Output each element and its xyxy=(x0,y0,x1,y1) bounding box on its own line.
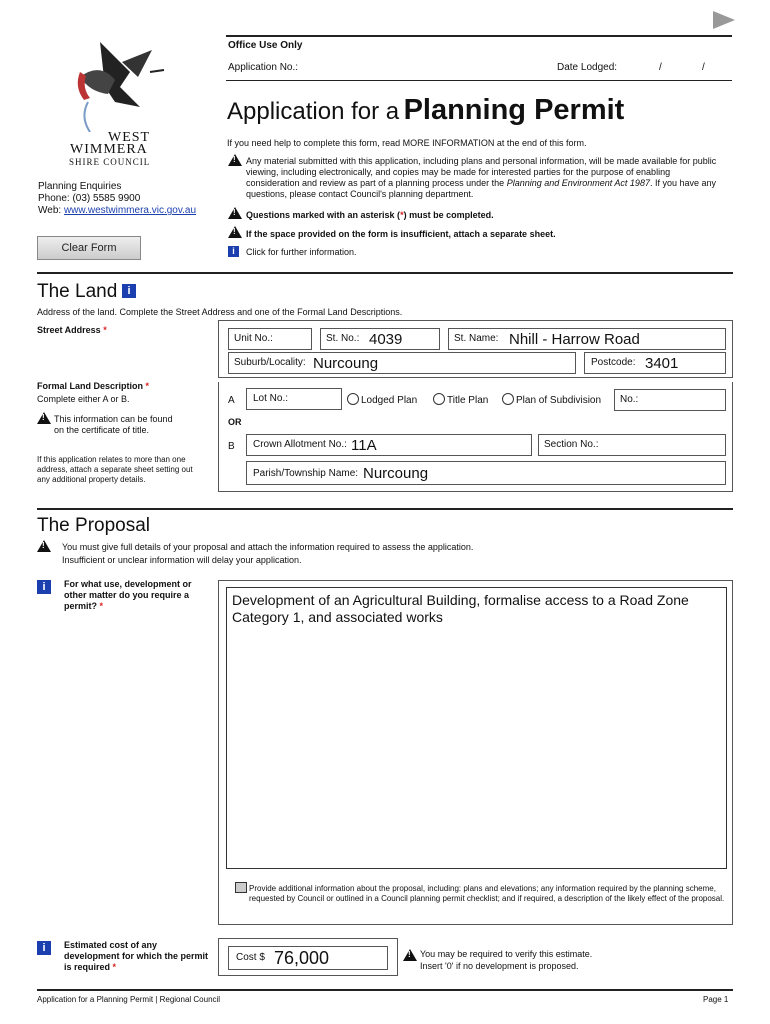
date-sep-2: / xyxy=(702,62,705,73)
verify-line-1: You may be required to verify this estimate. xyxy=(420,949,593,959)
suburb-field[interactable]: Suburb/Locality: Nurcoung xyxy=(228,352,576,374)
council-logo xyxy=(60,32,170,167)
contact-phone: Phone: (03) 5585 9900 xyxy=(38,193,141,204)
title-prefix: Application for a xyxy=(227,98,400,125)
use-description-value: Development of an Agricultural Building, formalise access to a Road Zone Category 1, and associated works xyxy=(232,592,689,625)
multiple-address-note: If this application relates to more than one address, attach a separate sheet setting out any additional property details. xyxy=(37,455,193,484)
planning-enquiries: Planning Enquiries xyxy=(38,181,122,192)
cost-field[interactable]: Cost $ 76,000 xyxy=(228,946,388,970)
warning-icon xyxy=(228,154,242,166)
land-info-icon[interactable]: i xyxy=(122,284,136,298)
logo-line2: WIMMERA xyxy=(70,142,148,157)
warning-icon xyxy=(37,540,51,552)
use-question: For what use, development or other matter do you require a permit? * xyxy=(64,579,192,611)
title-main: Planning Permit xyxy=(403,94,625,126)
clear-form-button[interactable] xyxy=(37,236,141,260)
parish-value: Nurcoung xyxy=(363,465,429,482)
parish-field[interactable]: Parish/Township Name: Nurcoung xyxy=(246,461,726,485)
contact-web xyxy=(38,205,196,216)
warning-icon xyxy=(37,412,51,424)
street-no-value: 4039 xyxy=(369,331,403,348)
info-icon[interactable]: i xyxy=(228,246,239,257)
help-text: If you need help to complete this form, read MORE INFORMATION at the end of this form. xyxy=(227,138,587,148)
crown-allotment-value: 11A xyxy=(351,437,377,454)
use-info-icon[interactable]: i xyxy=(37,580,51,594)
clear-form-label: Clear Form xyxy=(61,242,117,254)
page-title xyxy=(227,94,624,127)
web-label: Web: xyxy=(38,205,62,216)
street-address-label: Street Address * xyxy=(37,325,107,335)
certificate-note: This information can be found on the certificate of title. xyxy=(54,414,173,435)
option-b-label: B xyxy=(228,441,235,452)
warning-icon xyxy=(228,226,242,238)
complete-either-text: Complete either A or B. xyxy=(37,394,130,404)
info-text: Click for further information. xyxy=(246,247,357,257)
lot-no-field[interactable]: Lot No.: xyxy=(246,388,342,410)
or-label: OR xyxy=(228,417,242,427)
page-number: Page 1 xyxy=(703,995,729,1004)
title-plan-radio[interactable]: Title Plan xyxy=(433,393,488,406)
brolga-bird-icon xyxy=(60,32,170,132)
application-no-label: Application No.: xyxy=(228,62,299,73)
street-name-field[interactable]: St. Name: Nhill - Harrow Road xyxy=(448,328,726,350)
warning-icon xyxy=(403,949,417,961)
proposal-warning-2: Insufficient or unclear information will delay your application. xyxy=(62,555,302,565)
unit-no-field[interactable]: Unit No.: xyxy=(228,328,312,350)
next-page-arrow-icon[interactable] xyxy=(713,11,735,29)
date-lodged-label: Date Lodged: xyxy=(557,62,618,73)
section-no-field[interactable]: Section No.: xyxy=(538,434,726,456)
footer-left: Application for a Planning Permit | Regional Council xyxy=(37,995,221,1004)
street-no-field[interactable]: St. No.: 4039 xyxy=(320,328,440,350)
cost-value: 76,000 xyxy=(274,948,330,968)
radio-icon[interactable] xyxy=(502,393,514,405)
proposal-section-title: The Proposal xyxy=(37,515,151,536)
public-viewing-warning: Any material submitted with this application, including plans and personal information, will be made available for public viewing, including electronically, and copies may be made for interested parties for the purpose of enabling consideration and review as part of a planning process under the Planning and Environment Act 1987. If you have any questions, please contact Council's planning department. xyxy=(246,156,717,199)
postcode-field[interactable]: Postcode: 3401 xyxy=(584,352,726,374)
space-warning: If the space provided on the form is insufficient, attach a separate sheet. xyxy=(246,229,556,239)
land-subtitle: Address of the land. Complete the Street Address and one of the Formal Land Descriptions. xyxy=(37,307,403,317)
provide-info-note: Provide additional information about the proposal, including: plans and elevations; any information required by the planning scheme, requested by Council or outlined in a Council planning permit checklist; and if required, a description of the likely effect of the proposal. xyxy=(249,884,725,903)
logo-line3: SHIRE COUNCIL xyxy=(69,157,151,167)
cost-info-icon[interactable]: i xyxy=(37,941,51,955)
cost-question: Estimated cost of any development for which the permit is required * xyxy=(64,940,209,972)
option-a-label: A xyxy=(228,395,235,406)
use-description-field[interactable] xyxy=(226,587,727,869)
radio-icon[interactable] xyxy=(433,393,445,405)
edit-note-icon xyxy=(235,882,247,893)
land-section-title: The Land xyxy=(37,281,118,302)
office-use-title: Office Use Only xyxy=(228,40,303,51)
asterisk-warning: Questions marked with an asterisk (*) must be completed. xyxy=(246,210,494,220)
postcode-value: 3401 xyxy=(645,355,679,372)
crown-allotment-field[interactable]: Crown Allotment No.: 11A xyxy=(246,434,532,456)
web-link[interactable]: www.westwimmera.vic.gov.au xyxy=(63,205,197,216)
lodged-plan-radio[interactable]: Lodged Plan xyxy=(347,393,417,406)
street-name-value: Nhill - Harrow Road xyxy=(509,331,640,348)
plan-no-field[interactable]: No.: xyxy=(614,389,726,411)
radio-icon[interactable] xyxy=(347,393,359,405)
logo-line1: WEST xyxy=(108,130,151,145)
formal-land-label: Formal Land Description * xyxy=(37,381,150,391)
verify-line-2: Insert '0' if no development is proposed. xyxy=(420,961,579,971)
proposal-warning-1: You must give full details of your proposal and attach the information required to assess the application. xyxy=(62,542,474,552)
warning-icon xyxy=(228,207,242,219)
date-sep-1: / xyxy=(659,62,662,73)
plan-of-subdivision-radio[interactable]: Plan of Subdivision xyxy=(502,393,601,406)
suburb-value: Nurcoung xyxy=(313,355,379,372)
